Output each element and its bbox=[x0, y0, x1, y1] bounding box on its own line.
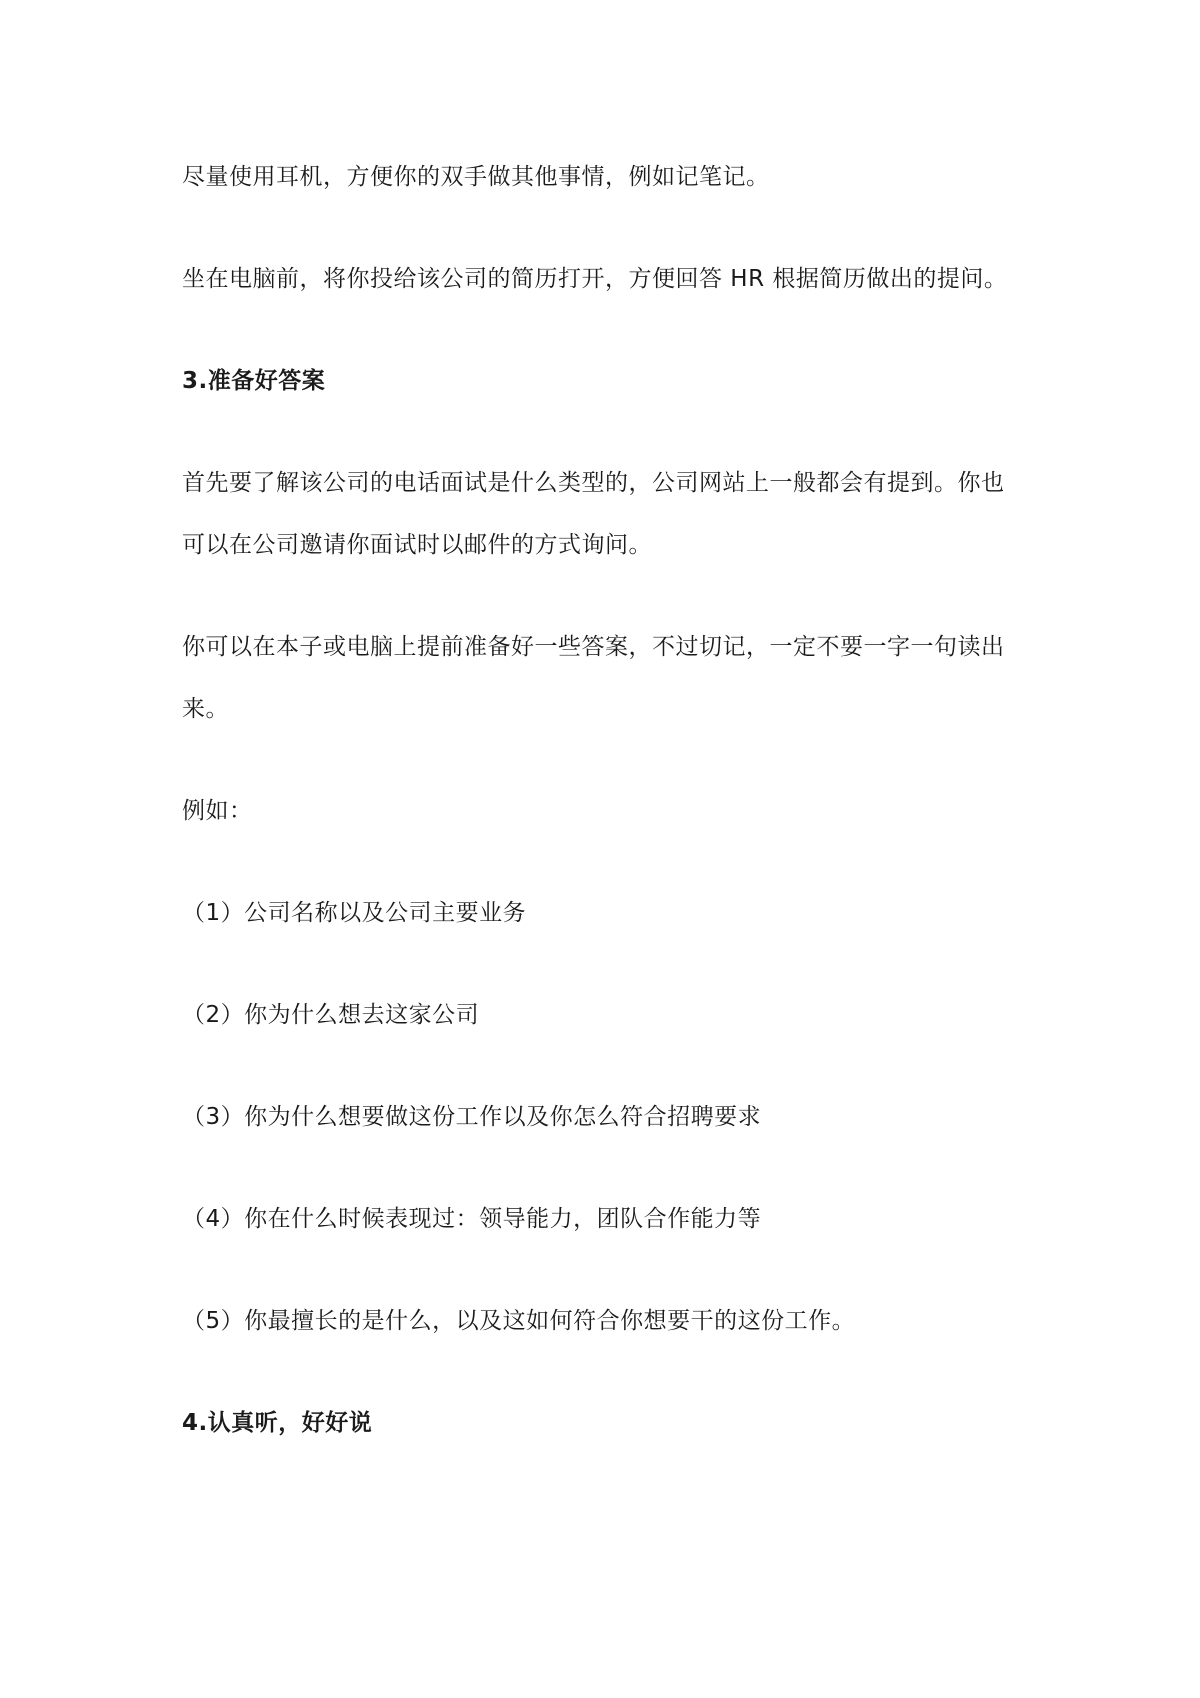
paragraph-prepare-answers-line-2: 来。 bbox=[182, 696, 229, 722]
paragraph-resume: 坐在电脑前，将你投给该公司的简历打开，方便回答 HR 根据简历做出的提问。 bbox=[182, 266, 1008, 292]
list-item: （2）你为什么想去这家公司 bbox=[182, 1002, 480, 1028]
list-item: （4）你在什么时候表现过：领导能力，团队合作能力等 bbox=[182, 1206, 762, 1232]
list-item: （3）你为什么想要做这份工作以及你怎么符合招聘要求 bbox=[182, 1104, 762, 1130]
section-heading-3: 3.准备好答案 bbox=[182, 368, 326, 394]
list-item: （5）你最擅长的是什么，以及这如何符合你想要干的这份工作。 bbox=[182, 1308, 856, 1334]
example-intro: 例如： bbox=[182, 798, 253, 824]
section-heading-4: 4.认真听，好好说 bbox=[182, 1410, 373, 1436]
paragraph-interview-type-line-1: 首先要了解该公司的电话面试是什么类型的，公司网站上一般都会有提到。你也 bbox=[182, 470, 1005, 496]
paragraph-prepare-answers-line-1: 你可以在本子或电脑上提前准备好一些答案，不过切记，一定不要一字一句读出 bbox=[182, 634, 1005, 660]
paragraph-headphones: 尽量使用耳机，方便你的双手做其他事情，例如记笔记。 bbox=[182, 164, 770, 190]
paragraph-interview-type-line-2: 可以在公司邀请你面试时以邮件的方式询问。 bbox=[182, 532, 652, 558]
list-item: （1）公司名称以及公司主要业务 bbox=[182, 900, 527, 926]
